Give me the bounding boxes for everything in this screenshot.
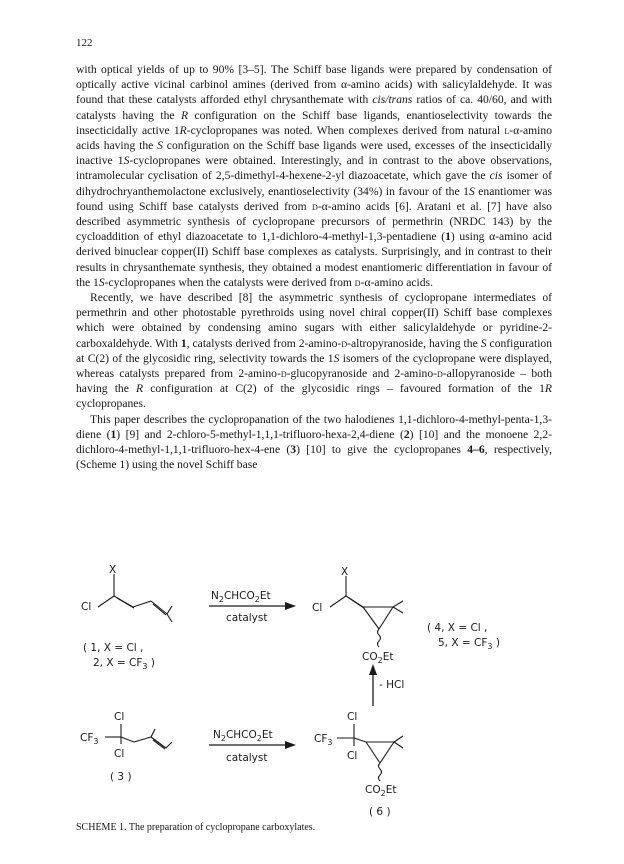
text-segment: 1 [180, 336, 187, 350]
cf3-group-6: $CF_3$ [314, 733, 333, 747]
text-segment: d [437, 367, 443, 381]
text-segment: configuration at C(2) of the glycosidic rings – favoured formation of the 1 [143, 382, 545, 396]
chlorine-top-3: Cl [114, 711, 125, 723]
text-segment: ) [10] and the monoene 2,2-dichloro-4-methyl-1,1,1-trifluoro-hex-4-ene ( [76, 427, 552, 457]
reagent-label-bottom: $N_2CHCO_2Et$ [213, 729, 273, 743]
text-segment: 2 [403, 427, 410, 441]
cyclopropane-4-5-structure [330, 576, 403, 647]
arrowhead-bottom [285, 741, 296, 749]
text-segment: 1 [445, 230, 451, 244]
text-segment: cis [489, 169, 503, 183]
compound-labels-1: ( 1, X = Cl , [83, 642, 144, 654]
text-segment: with optical yields of up to 90% [3–5]. The Schiff base ligands were prepared by condensation of optically active vicinal carbinol amines (derived from α-amino acids) with salicylaldehyde. It was found that these catalysts afforded ethyl chrysanthemate with [76, 63, 552, 107]
text-segment: 1 [110, 427, 117, 441]
text-segment: 3 [290, 443, 297, 457]
text-segment: S [480, 336, 487, 350]
paragraph [76, 412, 552, 473]
text-segment: 4–6 [467, 443, 485, 457]
compound-labels-4: ( 4, X = Cl , [427, 622, 488, 634]
cf3-group-3: $CF_3$ [80, 732, 99, 746]
text-segment: d [280, 367, 287, 381]
text-segment: S [468, 184, 475, 198]
text-segment: -cyclopropanes was noted. When complexes derived from natural [186, 123, 505, 137]
scheme-caption: SCHEME 1. The preparation of cyclopropane carboxylates. [76, 822, 316, 833]
text-segment: -α-amino acids having the [76, 123, 552, 153]
text-segment: -allopyranoside – both having the [76, 367, 552, 396]
text-segment: ) using α-amino acid derived binuclear copper(II) Schiff base complexes as catalysts. Surprisingly, and in contrast to their results in chrysanthemate synthesis, they obtained a modest enantiomeric differentiation in favour of the 1 [76, 230, 552, 289]
ester-group-6: $CO_2Et$ [365, 784, 397, 798]
paragraph [76, 62, 552, 290]
text-segment: -α-amino acids. [360, 275, 433, 289]
text-segment: isomers of the cyclopropane were displayed, whereas catalysts prepared from 2-amino- [76, 351, 552, 381]
substituent-cl: Cl [81, 601, 92, 613]
chlorine-top-6: Cl [347, 711, 358, 723]
text-segment: -altropyranoside, having the [347, 336, 481, 350]
text-segment: cis/trans [372, 93, 413, 107]
text-segment: S [98, 275, 105, 289]
text-segment: This paper describes the cyclopropanation of the two halodienes 1,1-dichloro-4-methyl-penta-1,3-diene ( [76, 412, 552, 441]
minus-hcl-label: - HCl [379, 679, 405, 691]
text-segment: Recently, we have described [8] the asymmetric synthesis of cyclopropane intermediates of permethrin and other photostable pyrethroids using novel chiral copper(II) Schiff base complexes which were obtained by condensing amino sugars with either salicylaldehyde or pyridine-2-carboxaldehyde. With [76, 291, 552, 350]
chlorine-bottom-3: Cl [114, 748, 125, 760]
compound-labels-2: 2, $X = CF_3$ ) [93, 657, 155, 671]
text-segment: isomer of dihydrochryanthemolactone exclusively, enantioselectivity (34%) in favour of the 1 [76, 169, 552, 198]
compound-label-6: ( 6 ) [369, 806, 391, 818]
ester-group-4-5: $CO_2Et$ [362, 651, 394, 665]
text-segment: S [123, 154, 130, 168]
text-segment: configuration on the Schiff base ligands were used, excesses of the insecticidally inactive 1 [76, 139, 552, 168]
arrowhead-top [285, 602, 296, 610]
text-segment: ) [9] and 2-chloro-5-methyl-1,1,1-trifluoro-hexa-2,4-diene ( [116, 427, 404, 441]
text-segment: enantiomer was found using Schiff base catalysts derived from [76, 184, 552, 213]
arrowhead-up [369, 664, 377, 675]
text-segment: d [341, 336, 348, 350]
text-segment: , respectively, (Scheme 1) using the novel Schiff base [76, 443, 552, 472]
body-text [76, 62, 552, 472]
text-segment: configuration on the Schiff base ligands, enantioselectivity towards the insecticidally active 1 [76, 108, 552, 137]
chlorine-bottom-6: Cl [347, 750, 358, 762]
compound-labels-5: 5, $X = CF_3$ ) [438, 637, 500, 651]
text-segment: R [136, 382, 144, 396]
text-segment: -α-amino acids [6]. Aratani et al. [7] have also described asymmetric synthesis of cyclopropane precursors of permethrin (NRDC 143) by the cycloaddition of ethyl diazoacetate to 1,1-dichloro-4-methyl-1,3-pentadiene ( [76, 199, 552, 244]
text-segment: R [544, 382, 553, 396]
text-segment: cyclopropanes. [76, 397, 146, 411]
compound-label-3: ( 3 ) [110, 771, 132, 783]
diene-1-2-structure [98, 574, 172, 622]
reaction-scheme [0, 556, 624, 826]
text-segment: , catalysts derived from 2-amino- [186, 336, 342, 350]
text-segment: -cyclopropanes when the catalysts were derived from [104, 275, 355, 289]
text-segment: ratios of ca. 40/60, and with catalysts having the [76, 93, 553, 122]
text-segment: R [179, 123, 187, 137]
text-segment: S [333, 351, 340, 365]
page-number: 122 [76, 37, 93, 49]
substituent-x-product: X [341, 566, 349, 578]
text-segment: d [354, 275, 361, 289]
monoene-3-structure [105, 724, 172, 749]
catalyst-label-top: catalyst [226, 612, 268, 624]
text-segment: -cyclopropanes were obtained. Interestingly, and in contrast to the above observations, intramolecular cyclisation of 2,5-dimethyl-4-hexene-2-yl diazoacetate, which gave the [76, 154, 553, 183]
substituent-cl-product: Cl [312, 602, 323, 614]
text-segment: l [504, 123, 510, 137]
text-segment: S [157, 139, 163, 153]
scheme-drawing [0, 556, 624, 826]
text-segment: configuration at C(2) of the glycosidic ring, selectivity towards the 1 [76, 336, 553, 365]
text-segment: -glucopyranoside and 2-amino- [286, 367, 438, 381]
substituent-x: X [109, 564, 117, 576]
text-segment: d [312, 199, 318, 213]
text-segment: ) [10] to give the cyclopropanes [296, 443, 468, 457]
text-segment: R [180, 108, 189, 122]
paragraph [76, 290, 552, 412]
catalyst-label-bottom: catalyst [226, 752, 268, 764]
reagent-label-top: $N_2CHCO_2Et$ [211, 590, 271, 604]
